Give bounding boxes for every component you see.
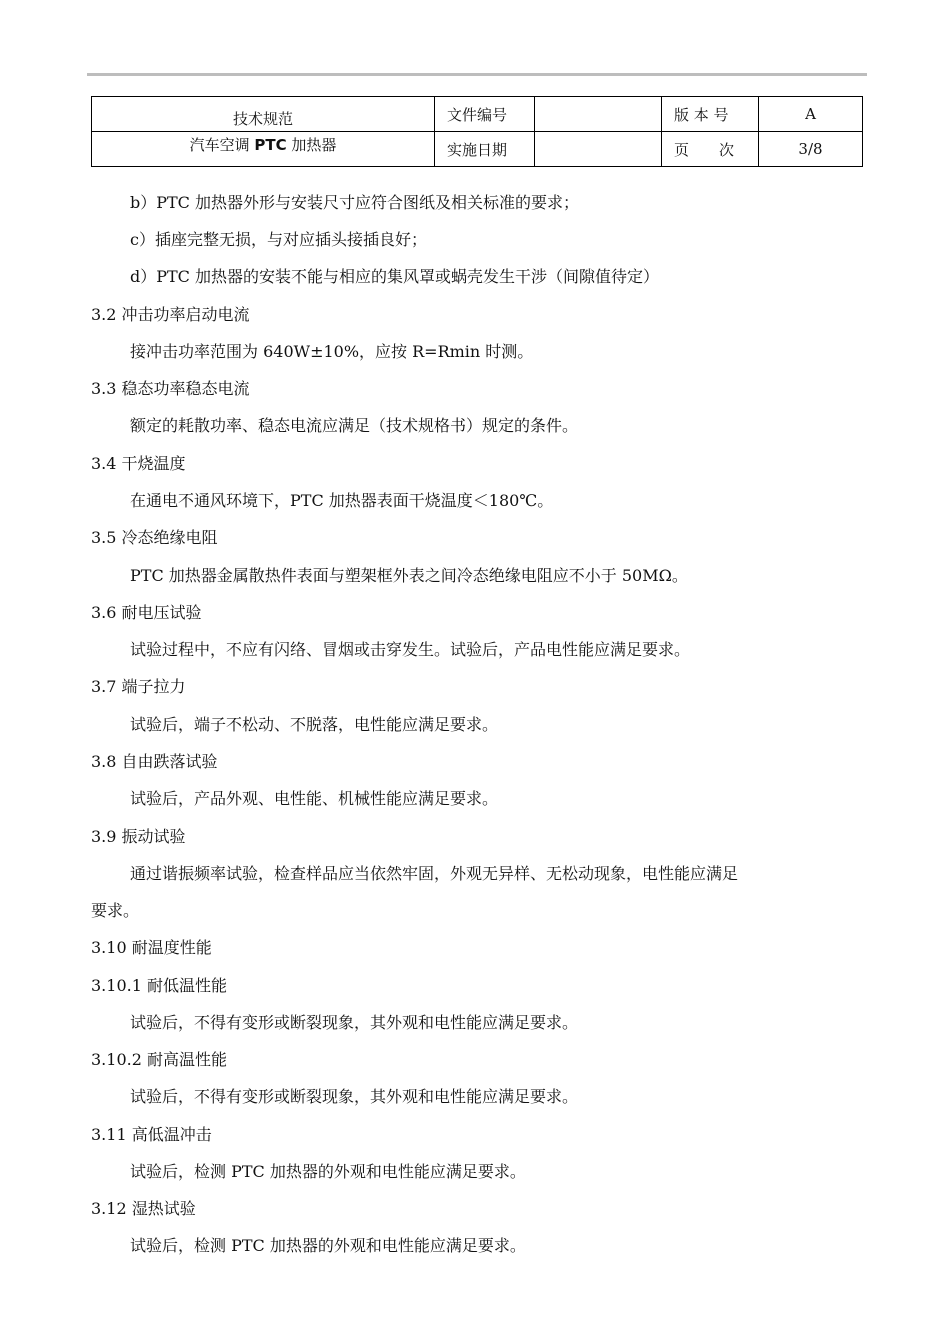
section-paragraph: 试验后，端子不松动、不脱落，电性能应满足要求。 (130, 715, 499, 734)
subsection-heading: 3.10.2 耐高温性能 (91, 1050, 227, 1069)
subsection-heading: 3.10.1 耐低温性能 (91, 976, 227, 995)
section-heading: 3.2 冲击功率启动电流 (91, 305, 250, 324)
section-paragraph: 接冲击功率范围为 640W±10%，应按 R=Rmin 时测。 (130, 342, 534, 361)
section-heading: 3.10 耐温度性能 (91, 938, 212, 957)
section-paragraph-continuation: 要求。 (91, 901, 140, 920)
section-paragraph: 通过谐振频率试验，检查样品应当依然牢固，外观无异样、无松动现象，电性能应满足 (130, 864, 739, 883)
section-heading: 3.5 冷态绝缘电阻 (91, 528, 218, 547)
date-value (535, 132, 662, 167)
version-label: 版 本 号 (662, 97, 759, 132)
section-paragraph: 试验后，检测 PTC 加热器的外观和电性能应满足要求。 (130, 1162, 526, 1181)
section-heading: 3.12 湿热试验 (91, 1199, 196, 1218)
section-heading: 3.7 端子拉力 (91, 677, 186, 696)
section-paragraph: 试验后，检测 PTC 加热器的外观和电性能应满足要求。 (130, 1236, 526, 1255)
section-paragraph: 试验后，产品外观、电性能、机械性能应满足要求。 (130, 789, 499, 808)
header-rule (87, 73, 867, 76)
doc-no-label: 文件编号 (435, 97, 535, 132)
section-heading: 3.8 自由跌落试验 (91, 752, 218, 771)
section-heading: 3.4 干烧温度 (91, 454, 186, 473)
page-label: 页 次 (662, 132, 759, 167)
doc-no-value (535, 97, 662, 132)
section-paragraph: 额定的耗散功率、稳态电流应满足（技术规格书）规定的条件。 (130, 416, 579, 435)
section-paragraph: 试验过程中，不应有闪络、冒烟或击穿发生。试验后，产品电性能应满足要求。 (130, 640, 691, 659)
section-paragraph: 试验后，不得有变形或断裂现象，其外观和电性能应满足要求。 (130, 1013, 579, 1032)
section-heading: 3.9 振动试验 (91, 827, 186, 846)
product-title: 汽车空调 PTC 加热器 (92, 132, 435, 167)
list-item-d: d）PTC 加热器的安装不能与相应的集风罩或蜗壳发生干涉（间隙值待定） (130, 267, 660, 286)
document-header-table (91, 96, 863, 167)
section-heading: 3.3 稳态功率稳态电流 (91, 379, 250, 398)
section-paragraph: 在通电不通风环境下，PTC 加热器表面干烧温度＜180℃。 (130, 491, 554, 510)
list-item-c: c）插座完整无损，与对应插头接插良好； (130, 230, 427, 249)
section-paragraph: 试验后，不得有变形或断裂现象，其外观和电性能应满足要求。 (130, 1087, 579, 1106)
list-item-b: b）PTC 加热器外形与安装尺寸应符合图纸及相关标准的要求； (130, 193, 580, 212)
section-heading: 3.6 耐电压试验 (91, 603, 202, 622)
section-paragraph: PTC 加热器金属散热件表面与塑架框外表之间冷态绝缘电阻应不小于 50MΩ。 (130, 566, 688, 585)
section-heading: 3.11 高低温冲击 (91, 1125, 212, 1144)
page-value: 3/8 (759, 132, 863, 167)
spec-title: 技术规范 (92, 97, 435, 132)
date-label: 实施日期 (435, 132, 535, 167)
version-value: A (759, 97, 863, 132)
